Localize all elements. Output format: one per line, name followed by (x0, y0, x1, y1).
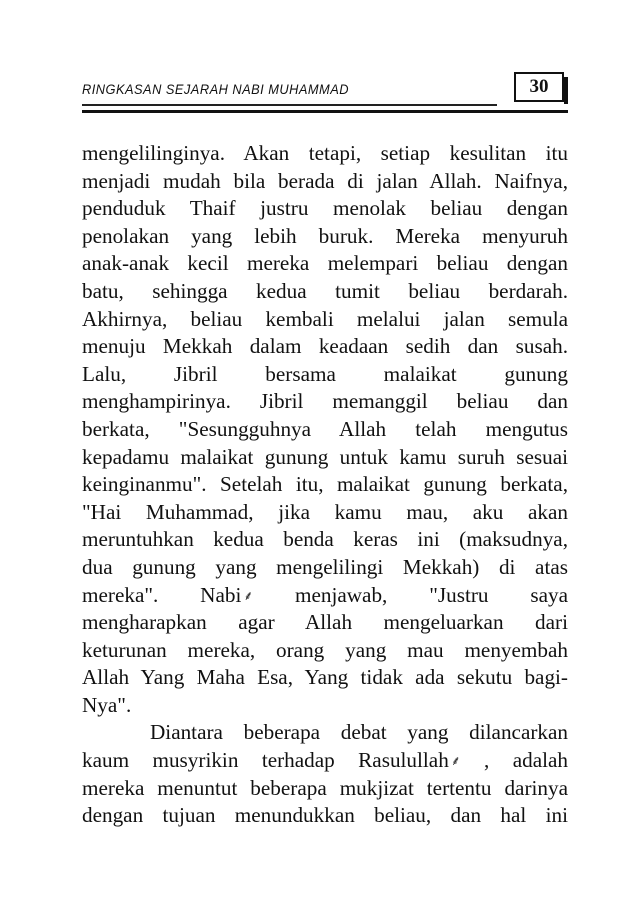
text-fragment: mereka". Nabi (82, 582, 242, 607)
text-line: dua gunung yang mengelilingi Mekkah) di atas (82, 554, 568, 579)
header-rule (82, 110, 568, 113)
text-fragment: kaum musyrikin terhadap Rasulullah (82, 748, 449, 773)
text-line: menjadi mudah bila berada di jalan Allah. Naifnya, (82, 168, 568, 193)
text-line: menghampirinya. Jibril memanggil beliau dan (82, 389, 568, 414)
text-line: dengan tujuan menundukkan beliau, dan hal ini (82, 803, 568, 828)
text-line: anak-anak kecil mereka melempari beliau dengan (82, 251, 568, 276)
running-header-title: RINGKASAN SEJARAH NABI MUHAMMAD (82, 82, 349, 97)
text-line: menuju Mekkah dalam keadaan sedih dan susah. (82, 334, 568, 359)
text-line: Lalu, Jibril bersama malaikat gunung (82, 361, 568, 386)
text-line: Akhirnya, beliau kembali melalui jalan semula (82, 306, 568, 331)
text-line (82, 747, 568, 775)
text-line: meruntuhkan kedua benda keras ini (maksudnya, (82, 527, 568, 552)
saw-honorific-icon: ⸙ (243, 587, 254, 603)
text-fragment: , adalah (484, 748, 568, 773)
saw-honorific-icon: ⸙ (450, 753, 461, 769)
text-line: "Hai Muhammad, jika kamu mau, aku akan (82, 499, 568, 524)
text-line: berkata, "Sesungguhnya Allah telah mengutus (82, 416, 568, 441)
text-line: batu, sehingga kedua tumit beliau berdarah. (82, 278, 568, 303)
running-header (82, 72, 568, 112)
text-line: Allah Yang Maha Esa, Yang tidak ada sekutu bagi- (82, 665, 568, 690)
text-fragment: menjawab, "Justru saya (294, 582, 568, 607)
text-line: Diantara beberapa debat yang dilancarkan (150, 720, 568, 745)
text-line: Nya". (82, 692, 132, 717)
text-line: kepadamu malaikat gunung untuk kamu suruh sesuai (82, 444, 568, 469)
text-line: penduduk Thaif justru menolak beliau dengan (82, 196, 568, 221)
header-underline (82, 104, 497, 106)
text-line: keturunan mereka, orang yang mau menyembah (82, 637, 568, 662)
text-line: penolakan yang lebih buruk. Mereka menyuruh (82, 223, 568, 248)
text-line: mengharapkan agar Allah mengeluarkan dari (82, 610, 568, 635)
text-line: mereka menuntut beberapa mukjizat tertentu darinya (82, 775, 568, 800)
text-line: keinginanmu". Setelah itu, malaikat gunung berkata, (82, 472, 568, 497)
text-line: mengelilinginya. Akan tetapi, setiap kesulitan itu (82, 141, 568, 165)
text-line (82, 582, 568, 610)
page-number: 30 (514, 72, 564, 102)
body-text (82, 140, 568, 830)
